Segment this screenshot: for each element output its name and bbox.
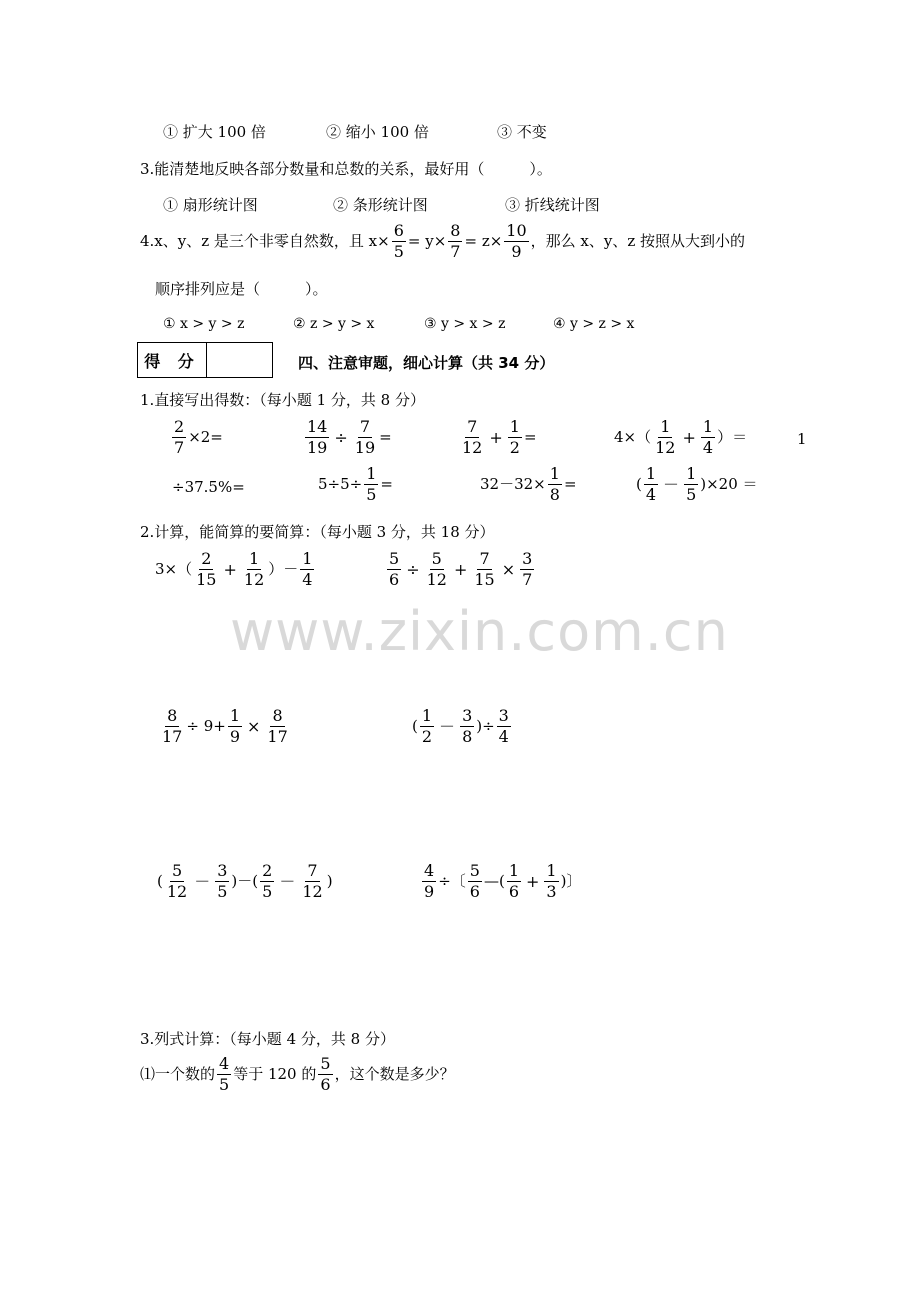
p2-c5-fraction-4: $\frac{7}{12}$ (302, 861, 323, 902)
watermark: www.zixin.com.cn (230, 600, 729, 663)
p2-c2-op-3: × (501, 559, 516, 579)
p1-e2-fraction-1: $\frac{14}{19}$ (307, 417, 328, 458)
p1-expr-7 (480, 465, 577, 505)
q2-option-1: ① 扩大 100 倍 (163, 123, 266, 141)
p1-e7-fraction: $\frac{1}{8}$ (549, 464, 560, 505)
q2-option-2: ② 缩小 100 倍 (326, 123, 429, 141)
p2-c1-head: 3×（ (155, 560, 193, 579)
q3-text: 3.能清楚地反映各部分数量和总数的关系，最好用（ ）。 (140, 160, 552, 178)
p2-c5-head: ( (157, 872, 163, 891)
q3-option-3: ③ 折线统计图 (505, 196, 600, 214)
q4-option-1: ① x > y > z (163, 316, 245, 332)
p2-c5-mid: )－( (231, 872, 259, 891)
q3-option-2: ② 条形统计图 (333, 196, 428, 214)
q4-fraction-1: $\frac{6}{5}$ (393, 221, 404, 262)
p2-c6-fraction-3: $\frac{1}{6}$ (508, 861, 519, 902)
p2-c4-fraction-3: $\frac{3}{4}$ (498, 706, 509, 747)
p1-expr-8 (636, 465, 758, 505)
p2-c3-fraction-1: $\frac{8}{17}$ (162, 706, 183, 747)
p2-c4-fraction-1: $\frac{1}{2}$ (421, 706, 433, 747)
p2-c1-mid: ）－ (268, 560, 299, 579)
p2-calc-3 (158, 707, 292, 747)
p1-e2-fraction-2: $\frac{7}{19}$ (354, 417, 376, 458)
p2-c4-mid: )÷ (476, 717, 495, 736)
p2-c3-mid: ÷ 9+ (186, 717, 226, 736)
q4-line-1 (140, 222, 745, 262)
p1-expr-3 (458, 418, 537, 458)
p3-q1-head: ⑴一个数的 (140, 1065, 216, 1084)
p1-expr-6 (318, 465, 393, 505)
p1-e3-fraction-1: $\frac{7}{12}$ (462, 417, 483, 458)
p2-c5-op-1: － (194, 871, 211, 891)
p1-e8-fraction-2: $\frac{1}{5}$ (686, 464, 697, 505)
p1-e4-stray-digit: 1 (797, 430, 807, 448)
p2-c5-op-2: － (279, 871, 296, 891)
q4-suffix: ，那么 x、y、z 按照从大到小的 (530, 232, 746, 251)
p2-c1-fraction-1: $\frac{2}{15}$ (196, 549, 217, 590)
p3-question-1 (140, 1055, 455, 1095)
p2-c6-fraction-4: $\frac{1}{3}$ (546, 861, 557, 902)
p3-q1-fraction-2: $\frac{5}{6}$ (320, 1054, 331, 1095)
p1-e3-op: + (489, 427, 503, 447)
p1-e8-head: ( (636, 475, 642, 494)
p2-c6-tail: )〕 (560, 872, 582, 891)
p1-e4-head: 4×（ (614, 428, 652, 447)
p1-e4-op: + (682, 427, 696, 447)
p2-c6-fraction-1: $\frac{4}{9}$ (424, 861, 435, 902)
p2-c5-fraction-3: $\frac{2}{5}$ (262, 861, 273, 902)
q4-mid-2: = z× (464, 232, 503, 251)
p2-c2-fraction-2: $\frac{5}{12}$ (426, 549, 447, 590)
p1-e7-head: 32－32× (480, 475, 546, 494)
p2-c2-fraction-1: $\frac{5}{6}$ (389, 549, 400, 590)
p3-q1-fraction-1: $\frac{4}{5}$ (219, 1054, 230, 1095)
p1-e4-tail: ）＝ (717, 428, 748, 447)
section-4-title: 四、注意审题，细心计算（共 34 分） (298, 354, 555, 372)
p1-expr-5: ÷37.5%= (172, 478, 245, 496)
p1-e7-tail: = (563, 475, 577, 494)
p2-c2-fraction-4: $\frac{3}{7}$ (522, 549, 533, 590)
part-2-heading: 2.计算，能简算的要简算：（每小题 3 分，共 18 分） (140, 523, 495, 541)
p1-e1-tail: ×2= (188, 428, 223, 447)
p2-c1-fraction-2: $\frac{1}{12}$ (243, 549, 265, 590)
p1-e6-head: 5÷5÷ (318, 475, 363, 494)
q4-fraction-2: $\frac{8}{7}$ (450, 221, 461, 262)
score-value-cell[interactable] (207, 343, 272, 377)
p3-q1-tail: ，这个数是多少？ (334, 1065, 455, 1084)
p1-e1-fraction: $\frac{2}{7}$ (174, 417, 185, 458)
p2-c6-fraction-2: $\frac{5}{6}$ (469, 861, 480, 902)
p1-e8-op: － (663, 474, 680, 494)
p1-e6-fraction: $\frac{1}{5}$ (366, 464, 377, 505)
p2-c2-fraction-3: $\frac{7}{15}$ (474, 549, 495, 590)
p2-c4-fraction-2: $\frac{3}{8}$ (462, 706, 473, 747)
p1-expr-1 (170, 418, 223, 458)
p2-c4-head: ( (412, 717, 418, 736)
score-box (137, 342, 273, 378)
p3-q1-mid: 等于 120 的 (233, 1065, 317, 1084)
p2-c5-fraction-2: $\frac{3}{5}$ (217, 861, 228, 902)
p2-c6-mid-1: ÷〔 (438, 872, 466, 891)
q4-mid-1: = y× (407, 232, 447, 251)
q3-option-1: ① 扇形统计图 (163, 196, 258, 214)
p2-c1-fraction-3: $\frac{1}{4}$ (302, 549, 313, 590)
score-label: 得 分 (138, 343, 207, 377)
p2-c5-fraction-1: $\frac{5}{12}$ (166, 861, 188, 902)
q4-option-3: ③ y > x > z (424, 316, 506, 332)
p1-e4-fraction-1: $\frac{1}{12}$ (655, 417, 676, 458)
p2-calc-1 (155, 550, 316, 590)
part-1-heading: 1.直接写出得数：（每小题 1 分，共 8 分） (140, 391, 425, 409)
p2-c6-op: + (526, 871, 540, 891)
p1-e8-tail: )×20 ＝ (700, 475, 758, 494)
p1-expr-2 (303, 418, 392, 458)
p1-e8-fraction-1: $\frac{1}{4}$ (645, 464, 657, 505)
p1-e2-op: ÷ (334, 427, 348, 447)
q4-line-2: 顺序排列应是（ ）。 (155, 280, 328, 298)
p2-calc-5 (157, 862, 333, 902)
p2-c1-op: + (223, 559, 237, 579)
p1-expr-4 (614, 418, 747, 458)
p2-c3-fraction-3: $\frac{8}{17}$ (267, 706, 288, 747)
q2-option-3: ③ 不变 (497, 123, 547, 141)
p1-e6-tail: = (380, 475, 393, 494)
q4-fraction-3: $\frac{10}{9}$ (506, 221, 527, 262)
p1-e3-fraction-2: $\frac{1}{2}$ (509, 417, 520, 458)
p2-c3-fraction-2: $\frac{1}{9}$ (229, 706, 240, 747)
p2-c3-op: × (247, 716, 261, 736)
p1-e3-tail: = (523, 428, 537, 447)
p2-calc-6 (420, 862, 581, 902)
q4-prefix: 4.x、y、z 是三个非零自然数，且 x× (140, 232, 390, 251)
p1-e2-tail: = (379, 428, 392, 447)
p2-c4-op: － (439, 716, 456, 736)
part-3-heading: 3.列式计算：（每小题 4 分，共 8 分） (140, 1030, 395, 1048)
p1-e4-fraction-2: $\frac{1}{4}$ (702, 417, 714, 458)
p2-c2-op-1: ÷ (406, 559, 420, 579)
q4-option-4: ④ y > z > x (553, 316, 635, 332)
p2-c5-tail: ) (326, 872, 333, 891)
q4-option-2: ② z > y > x (293, 316, 375, 332)
p2-c2-op-2: + (453, 559, 468, 579)
p2-c6-mid-2: —( (483, 872, 505, 891)
p2-calc-4 (412, 707, 513, 747)
p2-calc-2 (385, 550, 536, 590)
